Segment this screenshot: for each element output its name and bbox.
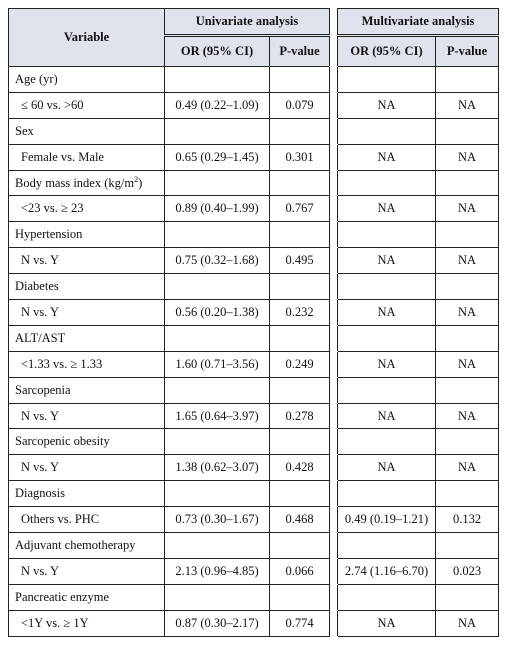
- univariate-or-cell: 0.87 (0.30–2.17): [165, 610, 270, 636]
- variable-label-text: Diagnosis: [15, 486, 65, 501]
- univariate-or-cell: 0.65 (0.29–1.45): [165, 144, 270, 170]
- univariate-p-cell: 0.278: [270, 403, 330, 429]
- empty-cell: [338, 429, 436, 455]
- multivariate-p-cell: 0.023: [436, 558, 499, 584]
- comparison-label: N vs. Y: [9, 455, 165, 481]
- empty-cell: [436, 170, 499, 196]
- comparison-row: [9, 455, 499, 481]
- univariate-or-cell: 0.73 (0.30–1.67): [165, 507, 270, 533]
- results-table: [8, 8, 499, 637]
- column-gap: [330, 196, 338, 222]
- multivariate-or-header: OR (95% CI): [338, 36, 436, 67]
- empty-cell: [270, 118, 330, 144]
- univariate-p-cell: 0.301: [270, 144, 330, 170]
- label-tail: ): [138, 176, 143, 191]
- multivariate-or-cell: NA: [338, 196, 436, 222]
- table-header: [9, 9, 499, 67]
- univariate-p-cell: 0.249: [270, 351, 330, 377]
- empty-cell: [338, 222, 436, 248]
- column-gap: [330, 403, 338, 429]
- variable-row: [9, 274, 499, 300]
- multivariate-p-cell: NA: [436, 248, 499, 274]
- variable-label-text: Sex: [15, 123, 34, 138]
- empty-cell: [165, 118, 270, 144]
- variable-label: [9, 170, 165, 196]
- empty-cell: [165, 429, 270, 455]
- variable-row: [9, 533, 499, 559]
- empty-cell: [436, 325, 499, 351]
- column-gap: [330, 274, 338, 300]
- multivariate-or-cell: NA: [338, 455, 436, 481]
- column-gap: [330, 92, 338, 118]
- empty-cell: [165, 170, 270, 196]
- empty-cell: [165, 67, 270, 93]
- column-gap: [330, 481, 338, 507]
- multivariate-or-cell: NA: [338, 248, 436, 274]
- column-gap: [330, 455, 338, 481]
- variable-header: Variable: [9, 9, 165, 67]
- variable-label: [9, 222, 165, 248]
- empty-cell: [338, 481, 436, 507]
- univariate-or-cell: 0.75 (0.32–1.68): [165, 248, 270, 274]
- univariate-p-cell: 0.428: [270, 455, 330, 481]
- variable-label-text: Diabetes: [15, 279, 59, 294]
- multivariate-p-cell: NA: [436, 610, 499, 636]
- empty-cell: [436, 533, 499, 559]
- comparison-label: <23 vs. ≥ 23: [9, 196, 165, 222]
- variable-label: [9, 325, 165, 351]
- empty-cell: [165, 481, 270, 507]
- empty-cell: [270, 481, 330, 507]
- empty-cell: [165, 325, 270, 351]
- variable-label-text: ALT/AST: [15, 330, 66, 345]
- variable-row: [9, 222, 499, 248]
- univariate-or-cell: 0.89 (0.40–1.99): [165, 196, 270, 222]
- empty-cell: [436, 429, 499, 455]
- multivariate-p-header: P-value: [436, 36, 499, 67]
- univariate-p-cell: 0.495: [270, 248, 330, 274]
- column-gap: [330, 118, 338, 144]
- variable-label-text: Age (yr): [15, 71, 58, 86]
- univariate-or-cell: 0.49 (0.22–1.09): [165, 92, 270, 118]
- comparison-row: [9, 610, 499, 636]
- univariate-or-cell: 1.60 (0.71–3.56): [165, 351, 270, 377]
- empty-cell: [338, 533, 436, 559]
- multivariate-p-cell: NA: [436, 144, 499, 170]
- empty-cell: [338, 67, 436, 93]
- empty-cell: [165, 274, 270, 300]
- comparison-row: [9, 351, 499, 377]
- empty-cell: [270, 170, 330, 196]
- comparison-row: [9, 92, 499, 118]
- variable-label: [9, 429, 165, 455]
- empty-cell: [436, 377, 499, 403]
- empty-cell: [338, 170, 436, 196]
- column-gap: [330, 584, 338, 610]
- column-gap: [330, 429, 338, 455]
- comparison-row: [9, 248, 499, 274]
- column-gap: [330, 610, 338, 636]
- comparison-row: [9, 403, 499, 429]
- column-gap: [330, 300, 338, 326]
- column-gap: [330, 170, 338, 196]
- empty-cell: [270, 325, 330, 351]
- variable-label: [9, 584, 165, 610]
- multivariate-p-cell: NA: [436, 196, 499, 222]
- variable-label-text: Body mass index (kg/m: [15, 176, 135, 191]
- comparison-label: ≤ 60 vs. >60: [9, 92, 165, 118]
- column-gap: [330, 325, 338, 351]
- empty-cell: [436, 118, 499, 144]
- comparison-label: N vs. Y: [9, 403, 165, 429]
- empty-cell: [270, 377, 330, 403]
- comparison-row: [9, 196, 499, 222]
- empty-cell: [338, 584, 436, 610]
- variable-label-text: Sarcopenic obesity: [15, 434, 110, 449]
- univariate-p-header: P-value: [270, 36, 330, 67]
- variable-row: [9, 170, 499, 196]
- comparison-row: [9, 144, 499, 170]
- multivariate-or-cell: NA: [338, 403, 436, 429]
- comparison-label: Female vs. Male: [9, 144, 165, 170]
- empty-cell: [165, 222, 270, 248]
- empty-cell: [338, 325, 436, 351]
- empty-cell: [270, 222, 330, 248]
- table-body: [9, 67, 499, 637]
- multivariate-or-cell: NA: [338, 300, 436, 326]
- empty-cell: [436, 67, 499, 93]
- variable-row: [9, 481, 499, 507]
- multivariate-or-cell: NA: [338, 92, 436, 118]
- univariate-p-cell: 0.468: [270, 507, 330, 533]
- comparison-label: N vs. Y: [9, 248, 165, 274]
- univariate-or-header: OR (95% CI): [165, 36, 270, 67]
- variable-label-text: Hypertension: [15, 227, 83, 242]
- empty-cell: [270, 274, 330, 300]
- column-gap: [330, 67, 338, 93]
- variable-row: [9, 118, 499, 144]
- empty-cell: [165, 584, 270, 610]
- variable-label-text: Pancreatic enzyme: [15, 589, 110, 604]
- empty-cell: [270, 533, 330, 559]
- univariate-p-cell: 0.767: [270, 196, 330, 222]
- multivariate-or-cell: NA: [338, 144, 436, 170]
- empty-cell: [270, 67, 330, 93]
- variable-row: [9, 325, 499, 351]
- multivariate-p-cell: NA: [436, 455, 499, 481]
- empty-cell: [436, 584, 499, 610]
- empty-cell: [338, 118, 436, 144]
- label-superscript: 2: [134, 174, 139, 184]
- column-gap: [330, 558, 338, 584]
- multivariate-p-cell: 0.132: [436, 507, 499, 533]
- univariate-or-cell: 0.56 (0.20–1.38): [165, 300, 270, 326]
- comparison-label: N vs. Y: [9, 558, 165, 584]
- empty-cell: [436, 274, 499, 300]
- comparison-label: N vs. Y: [9, 300, 165, 326]
- empty-cell: [270, 584, 330, 610]
- variable-row: [9, 67, 499, 93]
- variable-label: [9, 481, 165, 507]
- multivariate-or-cell: 0.49 (0.19–1.21): [338, 507, 436, 533]
- univariate-p-cell: 0.079: [270, 92, 330, 118]
- multivariate-or-cell: NA: [338, 610, 436, 636]
- multivariate-p-cell: NA: [436, 300, 499, 326]
- multivariate-p-cell: NA: [436, 92, 499, 118]
- multivariate-p-cell: NA: [436, 351, 499, 377]
- variable-label: [9, 274, 165, 300]
- comparison-label: <1Y vs. ≥ 1Y: [9, 610, 165, 636]
- univariate-p-cell: 0.232: [270, 300, 330, 326]
- comparison-label: Others vs. PHC: [9, 507, 165, 533]
- variable-label: [9, 377, 165, 403]
- column-gap: [330, 222, 338, 248]
- multivariate-or-cell: 2.74 (1.16–6.70): [338, 558, 436, 584]
- variable-row: [9, 584, 499, 610]
- empty-cell: [165, 533, 270, 559]
- variable-label-text: Sarcopenia: [15, 382, 71, 397]
- univariate-or-cell: 2.13 (0.96–4.85): [165, 558, 270, 584]
- comparison-row: [9, 300, 499, 326]
- variable-label: [9, 67, 165, 93]
- empty-cell: [436, 481, 499, 507]
- empty-cell: [165, 377, 270, 403]
- column-gap: [330, 351, 338, 377]
- column-gap: [330, 377, 338, 403]
- multivariate-p-cell: NA: [436, 403, 499, 429]
- column-gap: [330, 507, 338, 533]
- empty-cell: [270, 429, 330, 455]
- univariate-p-cell: 0.774: [270, 610, 330, 636]
- empty-cell: [436, 222, 499, 248]
- column-gap: [330, 248, 338, 274]
- univariate-p-cell: 0.066: [270, 558, 330, 584]
- univariate-or-cell: 1.65 (0.64–3.97): [165, 403, 270, 429]
- variable-label: [9, 533, 165, 559]
- variable-label: [9, 118, 165, 144]
- comparison-label: <1.33 vs. ≥ 1.33: [9, 351, 165, 377]
- variable-row: [9, 377, 499, 403]
- empty-cell: [338, 377, 436, 403]
- comparison-row: [9, 507, 499, 533]
- column-gap: [330, 144, 338, 170]
- variable-label-text: Adjuvant chemotherapy: [15, 537, 136, 552]
- univariate-or-cell: 1.38 (0.62–3.07): [165, 455, 270, 481]
- variable-row: [9, 429, 499, 455]
- column-gap: [330, 533, 338, 559]
- comparison-row: [9, 558, 499, 584]
- column-gap: [330, 9, 338, 67]
- multivariate-header: Multivariate analysis: [338, 9, 499, 36]
- univariate-header: Univariate analysis: [165, 9, 330, 36]
- empty-cell: [338, 274, 436, 300]
- multivariate-or-cell: NA: [338, 351, 436, 377]
